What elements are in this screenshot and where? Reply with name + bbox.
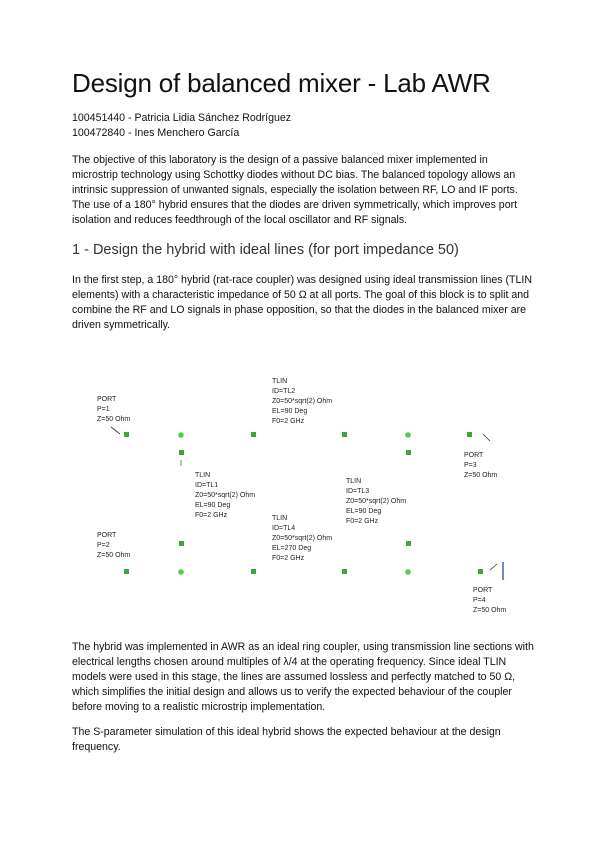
hybrid-schematic (0, 370, 600, 620)
node-square (478, 569, 483, 574)
svg-text:EL=90 Deg: EL=90 Deg (272, 408, 308, 415)
port-2-label (97, 532, 130, 559)
svg-text:F0=2 GHz: F0=2 GHz (272, 418, 305, 425)
svg-text:Z=50 Ohm: Z=50 Ohm (97, 416, 131, 423)
svg-text:TLIN: TLIN (195, 472, 211, 479)
port-3-label (464, 452, 497, 479)
svg-text:P=4: P=4 (473, 597, 486, 604)
section-paragraph: In the first step, a 180° hybrid (rat-race coupler) was designed using ideal transmission lines (TLIN elements) with a characteristic impedance of 50 Ω at all ports. The goal of this block is to split and combine the RF and LO signals in phase opposition, so that the diodes in the balanced mixer are driven symmetrically. (72, 274, 532, 331)
svg-text:P=3: P=3 (464, 462, 477, 469)
svg-text:Z=50 Ohm: Z=50 Ohm (464, 472, 498, 479)
node-square (251, 432, 256, 437)
svg-text:TLIN: TLIN (272, 378, 288, 385)
node-square (467, 432, 472, 437)
section-paragraph: The hybrid was implemented in AWR as an ideal ring coupler, using transmission line sections with electrical lengths chosen around multiples of λ/4 at the operating frequency. Since ideal TLIN models were used in this stage, the lines are assumed lossless and perfectly matched to 50 Ω, which simplifies the initial design and allows us to verify the expected behaviour of the coupler before moving to a realistic microstrip implementation. (72, 641, 534, 713)
svg-text:PORT: PORT (464, 452, 484, 459)
node-square (406, 450, 411, 455)
svg-text:F0=2 GHz: F0=2 GHz (272, 555, 305, 562)
svg-text:Z=50 Ohm: Z=50 Ohm (473, 607, 507, 614)
svg-text:P=1: P=1 (97, 406, 110, 413)
svg-text:Z0=50*sqrt(2) Ohm: Z0=50*sqrt(2) Ohm (272, 398, 333, 405)
author-line: 100472840 - Ines Menchero García (72, 127, 240, 139)
port-1-label (97, 396, 130, 423)
node-square (342, 569, 347, 574)
svg-text:ID=TL1: ID=TL1 (195, 482, 219, 489)
svg-text:P=2: P=2 (97, 542, 110, 549)
page-title: Design of balanced mixer - Lab AWR (72, 68, 491, 98)
svg-text:Z0=50*sqrt(2) Ohm: Z0=50*sqrt(2) Ohm (195, 492, 256, 499)
svg-text:Z0=50*sqrt(2) Ohm: Z0=50*sqrt(2) Ohm (346, 498, 407, 505)
intro-paragraph: The objective of this laboratory is the design of a passive balanced mixer implemented in microstrip technology using Schottky diodes without DC bias. The balanced topology allows an intrinsic suppression of unwanted signals, especially the isolation between RF, LO and IF ports. The use of a 180° hybrid ensures that the diodes are driven symmetrically, which improves port isolation and reduces feedthrough of the local oscillator and RF signals. (72, 154, 518, 226)
svg-text:ID=TL4: ID=TL4 (272, 525, 296, 532)
node-square (124, 432, 129, 437)
node-dot (178, 432, 184, 438)
svg-text:PORT: PORT (97, 396, 117, 403)
svg-text:ID=TL3: ID=TL3 (346, 488, 370, 495)
node-square (342, 432, 347, 437)
section-paragraph: The S-parameter simulation of this ideal hybrid shows the expected behaviour at the design frequency. (72, 726, 501, 753)
node-square (179, 541, 184, 546)
svg-text:TLIN: TLIN (272, 515, 288, 522)
node-dot (178, 569, 184, 575)
svg-text:TLIN: TLIN (346, 478, 362, 485)
svg-text:F0=2 GHz: F0=2 GHz (195, 512, 228, 519)
svg-text:F0=2 GHz: F0=2 GHz (346, 518, 379, 525)
svg-text:Z0=50*sqrt(2) Ohm: Z0=50*sqrt(2) Ohm (272, 535, 333, 542)
tlin-tl2-label (272, 378, 332, 425)
port-4-label (473, 587, 506, 614)
node-square (251, 569, 256, 574)
author-line: 100451440 - Patricia Lidia Sánchez Rodríguez (72, 112, 292, 124)
svg-text:EL=90 Deg: EL=90 Deg (346, 508, 382, 515)
author-list (72, 111, 291, 141)
node-dot (405, 569, 411, 575)
node-dot (405, 432, 411, 438)
node-square (179, 450, 184, 455)
tlin-tl3-label (346, 478, 406, 525)
svg-text:ID=TL2: ID=TL2 (272, 388, 296, 395)
node-square (406, 541, 411, 546)
svg-text:PORT: PORT (473, 587, 493, 594)
node-square (124, 569, 129, 574)
svg-text:PORT: PORT (97, 532, 117, 539)
svg-text:EL=270 Deg: EL=270 Deg (272, 545, 312, 552)
section-heading: 1 - Design the hybrid with ideal lines (for port impedance 50) (72, 242, 459, 258)
tlin-tl1-label (195, 472, 255, 519)
svg-text:Z=50 Ohm: Z=50 Ohm (97, 552, 131, 559)
tlin-tl4-label (272, 515, 332, 562)
svg-text:EL=90 Deg: EL=90 Deg (195, 502, 231, 509)
